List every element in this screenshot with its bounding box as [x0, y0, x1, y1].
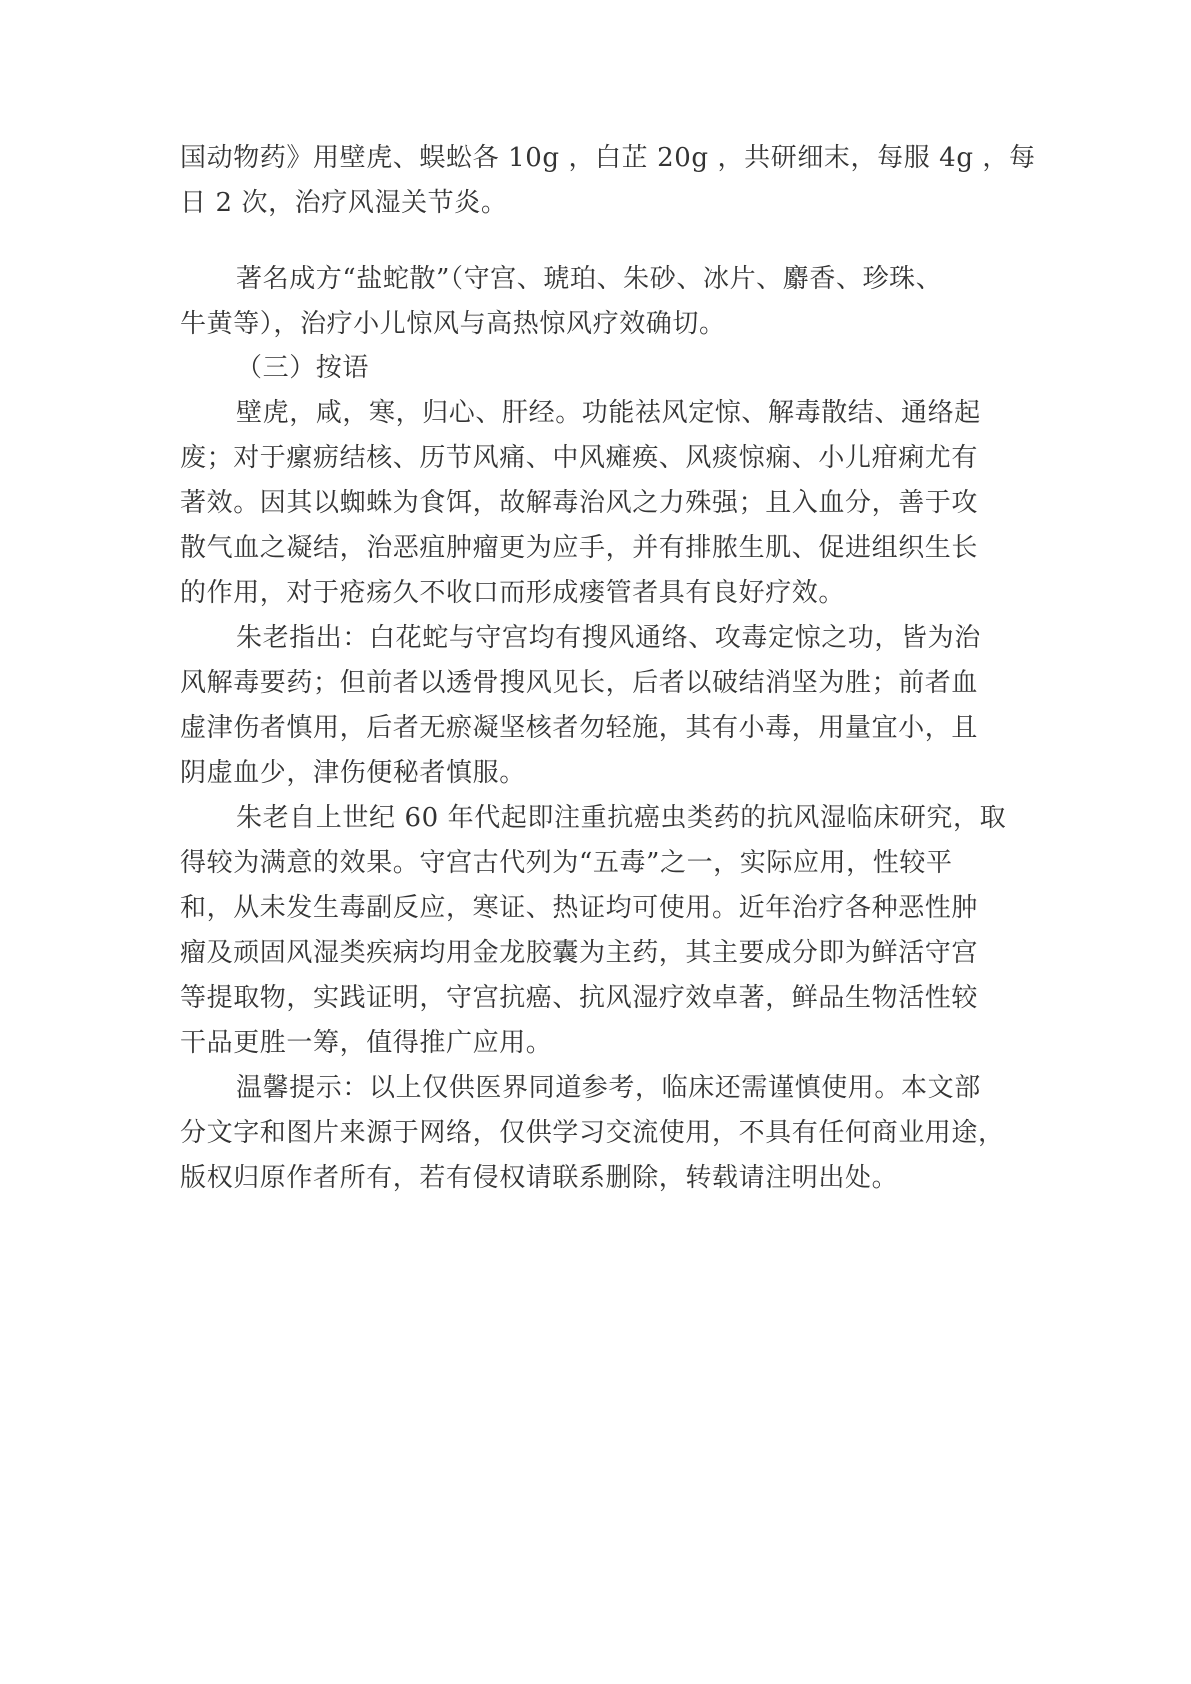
paragraph-line: 著名成方“盐蛇散”（守宫、琥珀、朱砂、冰片、麝香、珍珠、 [236, 264, 943, 294]
paragraph-line: 和，从未发生毒副反应，寒证、热证均可使用。近年治疗各种恶性肿 [180, 893, 979, 923]
paragraph-line: 日 2 次，治疗风湿关节炎。 [180, 188, 508, 218]
paragraph-line: 瘤及顽固风湿类疾病均用金龙胶囊为主药，其主要成分即为鲜活守宫 [180, 938, 979, 968]
paragraph-line: 废；对于瘰疬结核、历节风痛、中风瘫痪、风痰惊痫、小儿疳痢尤有 [180, 443, 979, 473]
paragraph-line: 风解毒要药；但前者以透骨搜风见长，后者以破结消坚为胜；前者血 [180, 668, 979, 698]
paragraph-line: 阴虚血少，津伤便秘者慎服。 [180, 758, 526, 788]
paragraph-line: 散气血之凝结，治恶疽肿瘤更为应手，并有排脓生肌、促进组织生长 [180, 533, 979, 563]
section-heading: （三）按语 [236, 353, 370, 383]
paragraph-line: 国动物药》用壁虎、蜈蚣各 10g ，白芷 20g ，共研细末，每服 4g ，每 [180, 143, 1036, 173]
paragraph-line: 干品更胜一筹，值得推广应用。 [180, 1028, 553, 1058]
paragraph-line: 等提取物，实践证明，守宫抗癌、抗风湿疗效卓著，鲜品生物活性较 [180, 983, 979, 1013]
paragraph-line: 壁虎，咸，寒，归心、肝经。功能祛风定惊、解毒散结、通络起 [236, 398, 981, 428]
paragraph-line: 分文字和图片来源于网络，仅供学习交流使用，不具有任何商业用途， [180, 1118, 1005, 1148]
paragraph-line: 著效。因其以蜘蛛为食饵，故解毒治风之力殊强；且入血分，善于攻 [180, 488, 979, 518]
paragraph-line: 牛黄等），治疗小儿惊风与高热惊风疗效确切。 [180, 309, 726, 339]
paragraph-line: 朱老自上世纪 60 年代起即注重抗癌虫类药的抗风湿临床研究，取 [236, 803, 1007, 833]
paragraph-line: 得较为满意的效果。守宫古代列为“五毒”之一，实际应用，性较平 [180, 848, 953, 878]
paragraph-line: 朱老指出：白花蛇与守宫均有搜风通络、攻毒定惊之功，皆为治 [236, 623, 981, 653]
paragraph-line: 温馨提示：以上仅供医界同道参考，临床还需谨慎使用。本文部 [236, 1073, 981, 1103]
paragraph-line: 虚津伤者慎用，后者无瘀凝坚核者勿轻施，其有小毒，用量宜小，且 [180, 713, 979, 743]
paragraph-line: 版权归原作者所有，若有侵权请联系删除，转载请注明出处。 [180, 1163, 899, 1193]
paragraph-line: 的作用，对于疮疡久不收口而形成瘘管者具有良好疗效。 [180, 578, 846, 608]
